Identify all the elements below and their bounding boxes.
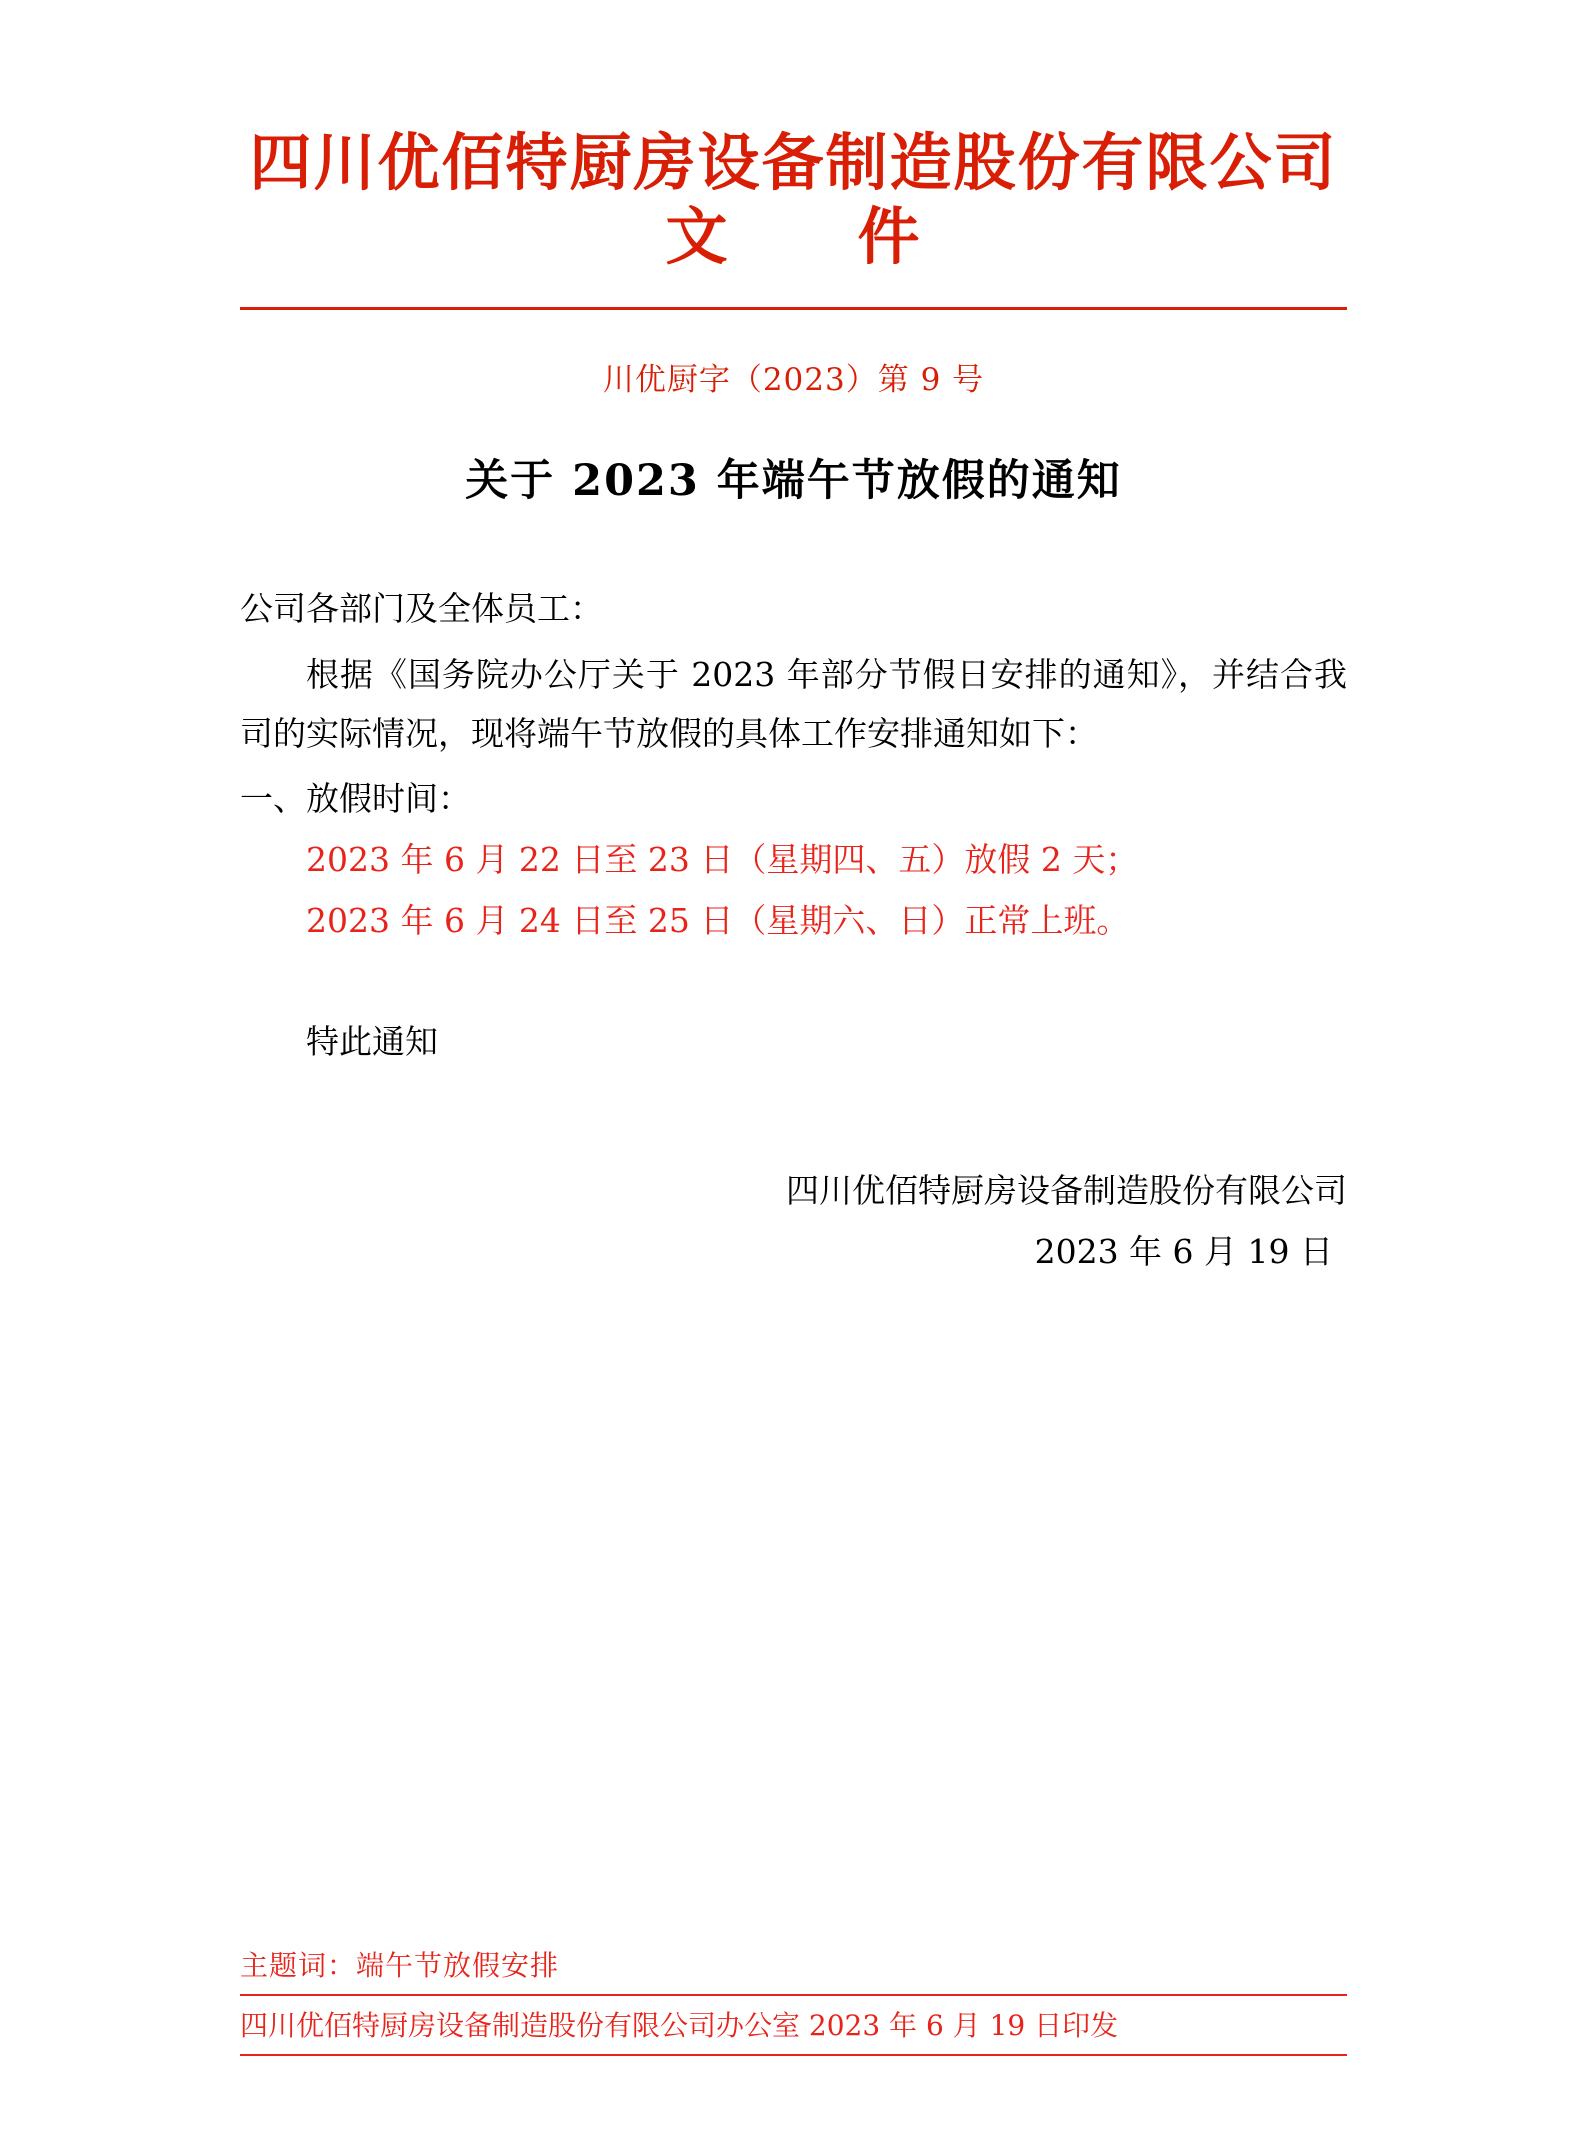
footer-keywords: 主题词：端午节放假安排 — [240, 1949, 560, 1982]
footer-divider-bottom — [240, 2054, 1347, 2056]
holiday-line-1: 2023 年 6 月 22 日至 23 日（星期四、五）放假 2 天； — [306, 839, 1139, 879]
section-heading-holiday-time: 一、放假时间： — [240, 778, 471, 818]
masthead — [240, 0, 1347, 310]
footer-divider-top — [240, 1994, 1347, 1996]
closing-statement: 特此通知 — [306, 1021, 438, 1061]
footer-issuer: 四川优佰特厨房设备制造股份有限公司办公室 2023 年 6 月 19 日印发 — [240, 2009, 1119, 2042]
signature-block — [240, 1160, 1347, 1282]
holiday-line-2: 2023 年 6 月 24 日至 25 日（星期六、日）正常上班。 — [306, 900, 1130, 940]
document-title: 关于 2023 年端午节放假的通知 — [465, 455, 1122, 506]
masthead-doc-word: 文 件 — [665, 200, 922, 274]
body-paragraph-1: 根据《国务院办公厅关于 2023 年部分节假日安排的通知》，并结合我司的实际情况，现将端午节放假的具体工作安排通知如下： — [240, 655, 1347, 754]
masthead-company-name: 四川优佰特厨房设备制造股份有限公司 — [249, 126, 1338, 199]
masthead-divider — [240, 307, 1347, 310]
document-number: 川优厨字（2023）第 9 号 — [602, 361, 985, 398]
signature-company: 四川优佰特厨房设备制造股份有限公司 — [786, 1170, 1347, 1210]
salutation: 公司各部门及全体员工： — [240, 588, 603, 628]
document-body — [240, 580, 1347, 1072]
document-footer — [240, 1944, 1347, 2064]
signature-date: 2023 年 6 月 19 日 — [1034, 1231, 1333, 1271]
